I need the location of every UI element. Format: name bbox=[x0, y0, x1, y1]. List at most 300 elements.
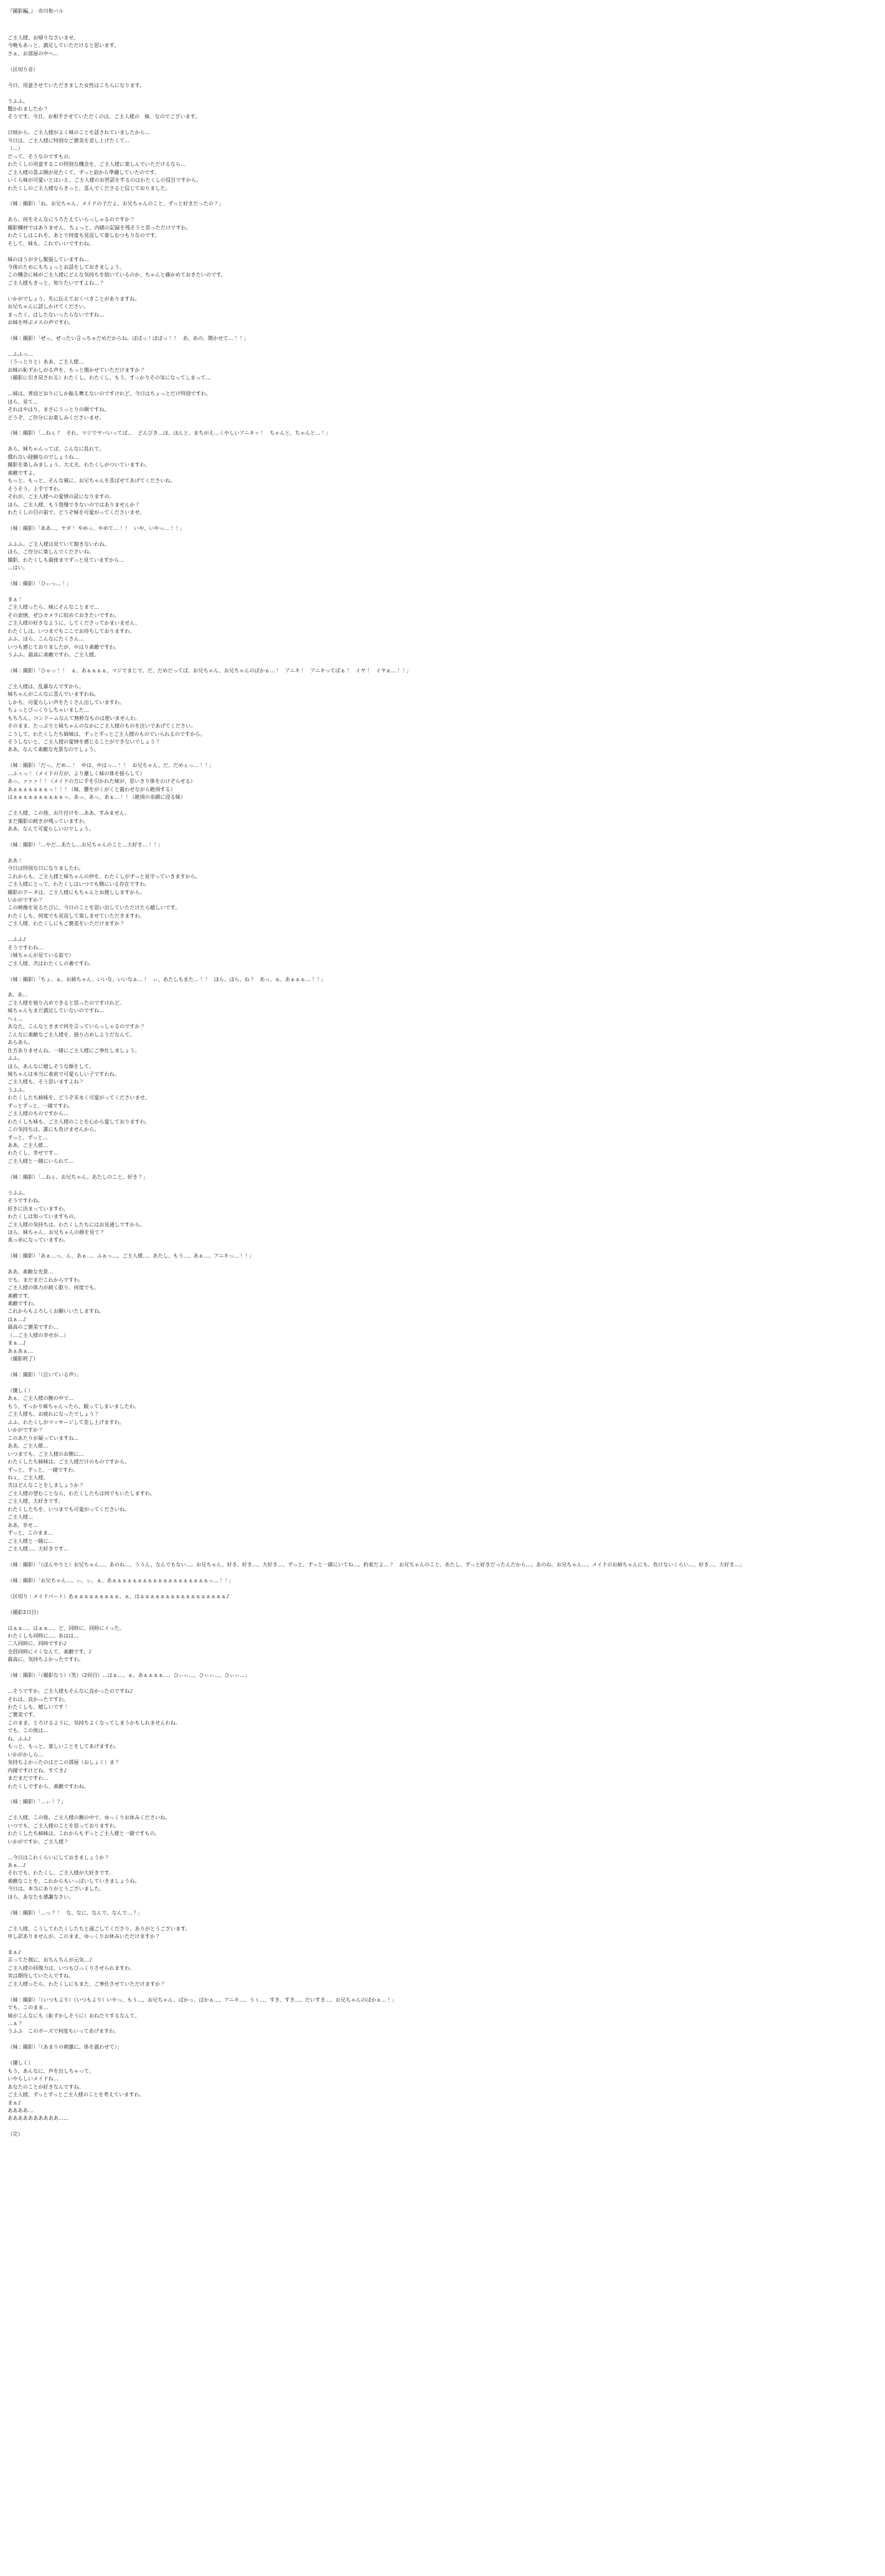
paragraph-gap bbox=[8, 383, 821, 390]
text-line: ご主人様の体力が続く限り、何度でも。 bbox=[8, 1285, 99, 1291]
text-line: わたくしも、何度でも見返して楽しませていただきますわ。 bbox=[8, 912, 145, 919]
text-line: いやらしいメイドね… bbox=[8, 2076, 58, 2082]
text-line: ほら、妹ちゃん、お兄ちゃんの顔を見て？ bbox=[8, 1229, 105, 1235]
text-line: うふふ。 bbox=[8, 98, 29, 104]
paragraph bbox=[8, 976, 821, 984]
text-line: わたくしも、嬉しいです！ bbox=[8, 1704, 69, 1710]
text-line: （妹ちゃんが見ている前で） bbox=[8, 952, 74, 959]
paragraph-gap bbox=[8, 1617, 821, 1624]
paragraph bbox=[8, 1996, 821, 2036]
text-line: （妹：撮影）「（いつもより）（いつもより）いやっ、もう…、お兄ちゃん、ばかっ、ばかぁ…、アニキ…、うぅ…、すき、すき…、だいすき…、お兄ちゃんのばかぁ…！」 bbox=[8, 1996, 397, 2003]
paragraph bbox=[8, 98, 821, 121]
text-line: それは、良かったですわ。 bbox=[8, 1696, 69, 1702]
paragraph bbox=[8, 2044, 821, 2051]
text-line: まぁ！ bbox=[8, 596, 23, 602]
text-line: わたくしたち姉妹を、どうぞ末永く可愛がってくださいませ。 bbox=[8, 1095, 150, 1101]
text-line: ふふ、わたくしがマッサージして差し上げますわ。 bbox=[8, 1419, 125, 1425]
paragraph bbox=[8, 1625, 821, 1664]
text-line: この気持ちは、誰にも負けませんから。 bbox=[8, 1127, 99, 1133]
paragraph bbox=[8, 596, 821, 660]
text-line: このあたりが凝っていますね… bbox=[8, 1435, 79, 1441]
paragraph bbox=[8, 857, 821, 928]
text-line: （妹：撮影）「お兄ちゃん…、ぃ、ぃ、ぁ、あぁぁぁぁぁぁぁぁぁぁぁぁぁぁぁぁぁぁぁっ…！！」 bbox=[8, 1577, 234, 1583]
text-line: ほら、あなたも感謝なさい。 bbox=[8, 1894, 74, 1900]
text-line: うふふ。最高に素敵ですわ。ご主人様。 bbox=[8, 652, 99, 658]
text-line: ご主人様を独り占めできると思ったのですけれど。 bbox=[8, 1000, 125, 1006]
text-line: 妹がこんなにも（恥ずかしそうに）おねだりするなんて。 bbox=[8, 2012, 140, 2019]
text-line: 仕方ありませんね。一緒にご主人様にご奉仕しましょう。 bbox=[8, 1047, 140, 1054]
text-line: （妹：撮影）「…ねぇ、お兄ちゃん。あたしのこと、好き？」 bbox=[8, 1174, 148, 1180]
text-line: いくら妹が可愛いとはいえ、ご主人様のお世話をするのはわたくしの役目ですから。 bbox=[8, 177, 202, 184]
text-line: わたくし、幸せです… bbox=[8, 1150, 58, 1156]
text-line: あぁ…♪ bbox=[8, 1862, 27, 1869]
paragraph-gap bbox=[8, 1364, 821, 1371]
text-line: ずっと、このまま… bbox=[8, 1530, 53, 1536]
text-line: （妹：撮影）「（泣いている声）」 bbox=[8, 1372, 81, 1378]
text-line: ご主人様、こうしてわたくしたちと過ごしてくださり、ありがとうございます。 bbox=[8, 1925, 191, 1932]
text-line: 言ってた割に、おちんちんが元気…♪ bbox=[8, 1957, 93, 1963]
text-line: ご主人様の気持ちは、わたくしたちにはお見通しですから。 bbox=[8, 1221, 145, 1228]
text-line: （うっとりと）ああ、ご主人様… bbox=[8, 359, 84, 365]
text-line: …そうですか。ご主人様もそんなに良かったのですね♪ bbox=[8, 1688, 134, 1695]
text-line: 好きに決まっていますわ。 bbox=[8, 1205, 69, 1212]
text-line: ご主人様もきっと、知りたいですよね…？ bbox=[8, 280, 104, 286]
text-line: もちろん、コンドームなんて無粋なものは使いませんわ。 bbox=[8, 715, 141, 721]
text-line: あぁ、ご主人様の腕の中で… bbox=[8, 1395, 74, 1402]
text-line: ご主人様、大好きです。 bbox=[8, 1498, 64, 1505]
paragraph bbox=[8, 445, 821, 517]
text-line: ああ、ご主人様… bbox=[8, 1443, 48, 1449]
text-line: 撮影のデータは、ご主人様にもちゃんとお渡ししますから。 bbox=[8, 889, 145, 895]
text-line: あ、あ… bbox=[8, 992, 28, 998]
text-line: ご主人様ったら、わたくしにもまた、ご奉仕させていただけますか？ bbox=[8, 1981, 165, 1987]
text-line: そうしないと、ご主人様の愛情を感じることができないでしょう？ bbox=[8, 739, 160, 745]
text-line: いつまでも、ご主人様のお側に… bbox=[8, 1451, 84, 1457]
text-line: （妹：撮影）「…ねぇ？ それ、マジでヤバいってば… どんびき…ほ、ほんと、まちがえ…くやしいアニキッ！ ちゃんと、ちゃんと…！」 bbox=[8, 430, 331, 437]
text-line: ご主人様ったら、妹にそんなことまで… bbox=[8, 604, 99, 611]
text-line: しかも、可愛らしい声をたくさん出していますわ。 bbox=[8, 699, 125, 705]
text-line: もう、あんなに、声を出しちゃって。 bbox=[8, 2068, 94, 2074]
text-line: ね、ふふ♪ bbox=[8, 1735, 32, 1742]
text-line: 妹ちゃんは本当に素直で可愛らしい子ですわね。 bbox=[8, 1071, 120, 1077]
paragraph-gap bbox=[8, 1988, 821, 1996]
paragraph bbox=[8, 1371, 821, 1379]
paragraph-gap bbox=[8, 422, 821, 430]
paragraph-gap bbox=[8, 1680, 821, 1688]
paragraph-gap bbox=[8, 343, 821, 351]
paragraph-gap bbox=[8, 74, 821, 81]
paragraph-gap bbox=[8, 1261, 821, 1268]
text-line: うふふ このポーズで何度もいってあげますわ。 bbox=[8, 2028, 120, 2035]
paragraph bbox=[8, 810, 821, 833]
paragraph-gap bbox=[8, 1941, 821, 1949]
paragraph bbox=[8, 991, 821, 1165]
text-line: お妹の恥ずかしがる声を、もっと聞かせていただけますか？ bbox=[8, 367, 145, 373]
paragraph bbox=[8, 1268, 821, 1363]
text-line: ご主人様、わたくしにもご褒美をいただけますか？ bbox=[8, 921, 125, 927]
paragraph-gap bbox=[8, 833, 821, 841]
paragraph-gap bbox=[8, 121, 821, 129]
paragraph bbox=[8, 34, 821, 58]
paragraph-gap bbox=[8, 1807, 821, 1814]
text-line: （完） bbox=[8, 2131, 23, 2138]
paragraph-gap bbox=[8, 660, 821, 667]
text-line: ふふ。 bbox=[8, 1055, 24, 1062]
text-line: あぁぁぁぁぁぁぁっ！！！（妹、腰をがくがくと震わせながら絶頂する） bbox=[8, 786, 175, 792]
text-line: （撮影終了） bbox=[8, 1356, 38, 1362]
text-line: わたくしのご主人様ならきっと、喜んでくださると信じておりました。 bbox=[8, 185, 170, 191]
paragraph-gap bbox=[8, 1791, 821, 1798]
text-line: はぁぁ…、はぁぁ…、ど、同時に、同時にイった。 bbox=[8, 1625, 125, 1631]
text-line: 申し訳ありませんが、このまま、ゆっくりお休みいただけますか？ bbox=[8, 1934, 160, 1940]
paragraph bbox=[8, 1798, 821, 1806]
paragraph bbox=[8, 1252, 821, 1260]
text-line: わたくしたちを、いつまでも可愛がってくださいね。 bbox=[8, 1506, 130, 1512]
text-line: ほら、ご存分に楽しんでくださいね。 bbox=[8, 549, 94, 555]
text-line: ご主人様… bbox=[8, 1514, 33, 1521]
text-line: ご主人様、お帰りなさいませ。 bbox=[8, 35, 79, 41]
text-line: ああ！ bbox=[8, 857, 23, 864]
text-line: まぁ…♪ bbox=[8, 1340, 27, 1346]
text-line: ちょっとびっくりしちゃいました… bbox=[8, 707, 89, 714]
document-body bbox=[8, 34, 821, 2139]
text-line: そのまま、たっぷりと妹ちゃんのなかにご主人様のものを注いであげてください。 bbox=[8, 723, 196, 729]
text-line: ああ、なんて可愛らしいのでしょう。 bbox=[8, 825, 94, 832]
text-line: もっと、もっと、そんな風に、お兄ちゃんを喜ばせてあげてくださいね。 bbox=[8, 478, 175, 484]
paragraph bbox=[8, 1925, 821, 1941]
text-line: さぁ、お部屋の中へ… bbox=[8, 50, 58, 57]
paragraph bbox=[8, 335, 821, 342]
paragraph bbox=[8, 351, 821, 383]
text-line: これからも、ご主人様と妹ちゃんの仲を、わたくしがずっと見守っていきますから。 bbox=[8, 873, 201, 879]
paragraph bbox=[8, 1190, 821, 1245]
text-line: わたくしの用意するこの特別な機会を、ご主人様に楽しんでいただけるなら… bbox=[8, 161, 186, 168]
text-line: 撮影を楽しみましょう。大丈夫、わたくしがついていますわ。 bbox=[8, 462, 150, 468]
text-line: それはやはり、まさにうっとりの顔ですね。 bbox=[8, 407, 109, 413]
text-line: （…ご主人様の幸せが…） bbox=[8, 1332, 69, 1338]
text-line: そして、妹も、これでいいですわね。 bbox=[8, 240, 94, 247]
paragraph bbox=[8, 1174, 821, 1181]
text-line: 実は期待していたんですね。 bbox=[8, 1973, 74, 1979]
text-line: わたくしも妹も、ご主人様のことを心から愛しておりますわ。 bbox=[8, 1118, 150, 1125]
text-line: ご主人様の喜ぶ顔が見たくて、ずっと前から準備していたのです。 bbox=[8, 169, 160, 175]
text-line: もう、すっかり妹ちゃんったら、眠ってしまいましたわ。 bbox=[8, 1403, 140, 1409]
paragraph bbox=[8, 2131, 821, 2138]
text-line: これからもよろしくお願いいたしますね。 bbox=[8, 1308, 104, 1315]
paragraph-gap bbox=[8, 90, 821, 97]
text-line: うふふ。 bbox=[8, 1087, 29, 1093]
text-line: （妹：撮影）「…ぃ！？」 bbox=[8, 1799, 66, 1805]
text-line: …はい。 bbox=[8, 565, 28, 571]
text-line: それでも、わたくし、ご主人様が大好きです。 bbox=[8, 1870, 114, 1876]
text-line: あぁあぁ… bbox=[8, 1348, 33, 1354]
text-line: 今晩もあっと、満足していただけると思います。 bbox=[8, 43, 120, 49]
text-line: 全員同時にイくなんて、素敵です。♪ bbox=[8, 1648, 92, 1655]
paragraph-gap bbox=[8, 2036, 821, 2044]
text-line: ああ、なんて素敵な光景なのでしょう。 bbox=[8, 747, 99, 753]
text-line: ご主人様、次はわたくしの番ですわ。 bbox=[8, 960, 94, 966]
paragraph-gap bbox=[8, 968, 821, 975]
paragraph-gap bbox=[8, 849, 821, 857]
text-line: 内緒ですけどね、すてき♪ bbox=[8, 1767, 67, 1773]
text-line: 今日、用意させていただきました女性はこちらになります。 bbox=[8, 82, 145, 88]
text-line: （優しく） bbox=[8, 1387, 33, 1393]
paragraph bbox=[8, 129, 821, 193]
text-line: 真っ赤になっていますわ。 bbox=[8, 1237, 69, 1244]
text-line: わたくしも同時に…、あはは… bbox=[8, 1632, 79, 1639]
text-line: もっと、もっと、楽しいことをしてあげますわ。 bbox=[8, 1744, 120, 1750]
paragraph-gap bbox=[8, 802, 821, 810]
text-line: （妹：撮影）「（あまりの刺激に、体を震わせて）」 bbox=[8, 2044, 122, 2051]
text-line: だって、そうなのですもの。 bbox=[8, 153, 74, 159]
paragraph-gap bbox=[8, 438, 821, 445]
text-line: あなた、こんなときまで何を言っていらっしゃるのですか？ bbox=[8, 1024, 145, 1030]
text-line: こうして、わたくしたち姉妹は、ずっとずっとご主人様のものでいられるのですから。 bbox=[8, 731, 205, 737]
text-line: （妹：撮影）「…やだ…あたし…お兄ちゃんのこと…大好き…！！」 bbox=[8, 841, 163, 848]
text-line: ご主人様の回復力は、いつもびっくりさせられますわ。 bbox=[8, 1965, 135, 1971]
text-line: 驚かれましたか？ bbox=[8, 106, 48, 112]
text-line: 今後のためにもちょっとお話をしておきましょう。 bbox=[8, 264, 125, 271]
text-line: いつでも、ご主人様のことを思っておりますわ。 bbox=[8, 1822, 120, 1829]
paragraph-gap bbox=[8, 984, 821, 991]
paragraph bbox=[8, 525, 821, 532]
document-title: 『撮影編。』 市川和バル bbox=[8, 8, 64, 14]
text-line: 妹ちゃんもまだ満足していないのですね… bbox=[8, 1008, 104, 1014]
text-line: 妹のほうが少し緊張していますね… bbox=[8, 256, 89, 262]
text-line: 今日は特別な日になりましたわ。 bbox=[8, 865, 84, 872]
text-line: …今日はこれくらいにしておきましょうか？ bbox=[8, 1854, 109, 1861]
paragraph-gap bbox=[8, 327, 821, 335]
paragraph bbox=[8, 2059, 821, 2123]
text-line: こんなに素敵なご主人様を、独り占めしようだなんて。 bbox=[8, 1031, 135, 1038]
text-line: ご主人様のものですから… bbox=[8, 1111, 69, 1117]
paragraph bbox=[8, 216, 821, 248]
text-line: ご主人様と一緒にいられて… bbox=[8, 1158, 74, 1164]
paragraph-gap bbox=[8, 248, 821, 255]
text-line: ご主人様…、大好きです… bbox=[8, 1546, 69, 1552]
text-line: ご主人様、ずっとずっとご主人様のことを考えていますわ。 bbox=[8, 2092, 144, 2098]
text-line: まったく、はしたないったらないですね… bbox=[8, 311, 104, 318]
paragraph-gap bbox=[8, 1846, 821, 1854]
paragraph-gap bbox=[8, 1601, 821, 1608]
text-line: （区切り：メイドパート）あぁぁぁぁぁぁぁぁぁ、ぁ、はぁぁぁぁぁぁぁぁぁぁぁぁぁぁぁぁぁ♪ bbox=[8, 1593, 230, 1599]
text-line: 素敵なことを、これからもいっぱいしていきましょうね。 bbox=[8, 1878, 140, 1884]
text-line: 最高のご褒美ですわ… bbox=[8, 1324, 58, 1331]
paragraph bbox=[8, 295, 821, 327]
text-line: このまま、とろけるように、気持ちよくなってしまうかもしれませんわね。 bbox=[8, 1719, 181, 1726]
text-line: （妹：撮影）「ぜっ、ぜったい言っちゃだめだからね。ぱぱっ！ぱぱっ！！ あ、あの、聞かせて…！！」 bbox=[8, 336, 249, 342]
text-line: あら、妹ちゃんってば、こんなに乱れて。 bbox=[8, 446, 104, 452]
text-line: ご褒美です。 bbox=[8, 1712, 38, 1718]
paragraph bbox=[8, 1593, 821, 1601]
paragraph bbox=[8, 1561, 821, 1569]
paragraph-gap bbox=[8, 1917, 821, 1925]
paragraph bbox=[8, 1609, 821, 1617]
text-line: …ふぅっ！（メイドの方が、より激しく妹の体を揺らして） bbox=[8, 770, 145, 776]
text-line: そうそう。上手ですわ。 bbox=[8, 485, 64, 492]
paragraph-gap bbox=[8, 675, 821, 682]
text-line: この映像を見るたびに、今日のことを思い出していただけたら嬉しいです。 bbox=[8, 905, 181, 911]
paragraph bbox=[8, 683, 821, 754]
text-line: ほら、あんなに嬉しそうな顔をして。 bbox=[8, 1063, 94, 1069]
paragraph bbox=[8, 1949, 821, 1988]
text-line: ご主人様にとって、わたくしはいつでも側にいる存在ですわ。 bbox=[8, 881, 150, 888]
text-line: ご主人様の好きなように、してくださってかまいません。 bbox=[8, 620, 141, 627]
paragraph-gap bbox=[8, 2123, 821, 2131]
paragraph bbox=[8, 1814, 821, 1846]
paragraph bbox=[8, 541, 821, 573]
text-line: ほら、ご主人様、もう我慢できないのではありませんか？ bbox=[8, 501, 140, 508]
text-line: どうぞ、ご存分にお楽しみくださいませ。 bbox=[8, 414, 104, 421]
text-line: お妹を呼ぶメスの声ですわ。 bbox=[8, 320, 74, 326]
text-line: わたくしの目の前で、どうぞ妹を可愛がってくださいませ。 bbox=[8, 509, 145, 515]
paragraph-gap bbox=[8, 754, 821, 762]
paragraph-gap bbox=[8, 193, 821, 200]
paragraph-gap bbox=[8, 58, 821, 65]
text-line: ああ、幸せ… bbox=[8, 1522, 38, 1528]
paragraph-gap bbox=[8, 208, 821, 216]
paragraph bbox=[8, 841, 821, 849]
text-line: 次はどんなことをしましょうか？ bbox=[8, 1482, 84, 1489]
text-line: 最高に、気持ちよかったですわ。 bbox=[8, 1657, 84, 1663]
text-line: はぁ…♪ bbox=[8, 1316, 27, 1322]
text-line: あらあら。 bbox=[8, 1040, 33, 1046]
text-line: あっ、ァァァ！！（メイドの方に手を引かれた妹が、思いきり体をのけぞらせる） bbox=[8, 778, 196, 785]
paragraph bbox=[8, 66, 821, 74]
text-line: （妹：撮影）「だっ、だめ…！ 中は、中はっ…！！ お兄ちゃん、だ、だめぇっ…！！」 bbox=[8, 763, 214, 769]
paragraph bbox=[8, 430, 821, 437]
text-line: あら、何をそんなにうろたえていらっしゃるのですか？ bbox=[8, 217, 135, 223]
text-line: わたくしはこれを、あとで何度も見返して楽しむつもりなのです。 bbox=[8, 233, 160, 239]
text-line: ご主人様と一緒に… bbox=[8, 1538, 53, 1544]
paragraph-gap bbox=[8, 2052, 821, 2059]
text-line: （…） bbox=[8, 146, 23, 152]
text-line: 素敵ですわ。 bbox=[8, 1301, 38, 1307]
text-line: ずっと、ずっと… bbox=[8, 1134, 48, 1141]
text-line: いかがでしょう。先に伝えておくべきことがありますね。 bbox=[8, 295, 140, 302]
text-line: ふふふ。ご主人様は見ていて飽きないわね。 bbox=[8, 541, 110, 547]
text-line: 日頃から、ご主人様がよく妹のことを話されていましたから… bbox=[8, 130, 150, 136]
text-line: わたくしは知っていますもの。 bbox=[8, 1214, 79, 1220]
text-line: ずっとずっと、一緒ですわ。 bbox=[8, 1102, 73, 1109]
paragraph-gap bbox=[8, 1165, 821, 1173]
paragraph-gap bbox=[8, 1585, 821, 1592]
paragraph-gap bbox=[8, 588, 821, 595]
text-line: わたくしたち姉妹は、これからもずっとご主人様と一緒ですもの。 bbox=[8, 1831, 160, 1837]
paragraph-gap bbox=[8, 1380, 821, 1387]
text-line: ご主人様も、そう思いますよね？ bbox=[8, 1079, 84, 1085]
text-line: （妹：撮影）「ひぃっ…！」 bbox=[8, 581, 71, 587]
text-line: でも、このまま… bbox=[8, 2005, 48, 2011]
paragraph bbox=[8, 1688, 821, 1791]
paragraph-gap bbox=[8, 517, 821, 524]
text-line: …妹は、普段どおりにしか振る舞えないのですけれど。今日はちょっとだけ特別ですわ。 bbox=[8, 391, 211, 397]
text-line: （優しく） bbox=[8, 2060, 33, 2066]
text-line: 素敵です。 bbox=[8, 1292, 33, 1299]
paragraph bbox=[8, 1854, 821, 1902]
paragraph-gap bbox=[8, 532, 821, 540]
paragraph bbox=[8, 1387, 821, 1554]
text-line: ああ、ご主人様… bbox=[8, 1142, 48, 1149]
paragraph bbox=[8, 200, 821, 208]
text-line: 撮影、わたくしも最後までずっと見ていますから… bbox=[8, 557, 125, 563]
text-line: ああ、素敵な光景… bbox=[8, 1269, 53, 1275]
text-line: （妹：撮影）「あぁ…っ、ん、あぁ…、ふぁっ…、ご主人様…、あたし、もう…、あぁ…、アニキっ…！！」 bbox=[8, 1253, 254, 1259]
paragraph bbox=[8, 580, 821, 588]
text-line: 今日は、本当にありがとうございました。 bbox=[8, 1886, 104, 1892]
text-line: （妹：撮影）「ちょ、ぁ、お姉ちゃん、いいな、いいなぁ…！ ぃ、あたしもまた…！！ ほら、ほら、ね？ あっ、ぁ、あぁぁぁ…！！」 bbox=[8, 976, 326, 982]
text-line: まぁ♪ bbox=[8, 2099, 22, 2106]
paragraph bbox=[8, 1909, 821, 1917]
text-line: （妹：撮影）「ね、お兄ちゃん。メイドの子だよ。お兄ちゃんのこと、ずっと好きだったの？」 bbox=[8, 201, 224, 207]
paragraph-gap bbox=[8, 1664, 821, 1672]
text-line: いつも感じておりましたが、やはり素敵ですわ。 bbox=[8, 644, 120, 650]
paragraph-gap bbox=[8, 1901, 821, 1909]
text-line: いかがですか？ bbox=[8, 1427, 43, 1434]
text-line: （撮影2日目） bbox=[8, 1609, 42, 1615]
text-line: （妹：撮影）「（撮影なう）（笑）（2回目）…はぁ…、ぁ、あぁぁぁぁ…、ひぃぃ…、ひぃぃ…、ひぃぃ…」 bbox=[8, 1672, 250, 1679]
paragraph bbox=[8, 1672, 821, 1679]
text-line: そうですわね。 bbox=[8, 1198, 43, 1204]
text-line: へぇ… bbox=[8, 1015, 23, 1022]
text-line: 二人同時に、同時ですわ♪ bbox=[8, 1641, 67, 1647]
text-line: ご主人様も、お疲れになったでしょう？ bbox=[8, 1411, 99, 1418]
text-line: ご主人様、この後、ご主人様の腕の中で、ゆっくりお休みくださいね。 bbox=[8, 1815, 170, 1821]
text-line: ああああああああああ…… bbox=[8, 2115, 69, 2122]
text-line: いかがかしら… bbox=[8, 1751, 43, 1758]
paragraph-gap bbox=[8, 1554, 821, 1561]
text-line: はぁぁぁぁぁぁぁぁぁぁっ、あっ、あっ、あぁ…！！（絶頂の余韻に浸る妹） bbox=[8, 794, 186, 801]
text-line: ねぇ、ご主人様。 bbox=[8, 1474, 48, 1481]
paragraph bbox=[8, 936, 821, 968]
text-line: そうです。今日、お相手させていただくのは、ご主人様の 妹、なのでございます。 bbox=[8, 114, 200, 120]
text-line: ふふ、ほら、こんなにたくさん… bbox=[8, 636, 85, 642]
text-line: 妹ちゃんがこんなに喜んでいますわね。 bbox=[8, 691, 99, 698]
text-line: （妹：撮影）「ああ…、ヤダ！ やめっ、やめて…！！ いや、いやっ…！！」 bbox=[8, 525, 185, 531]
text-line: …ふふっ… bbox=[8, 351, 33, 357]
text-line: …ぁ？ bbox=[8, 2021, 23, 2027]
paragraph bbox=[8, 82, 821, 90]
text-line: あなたのことが好きなんですね。 bbox=[8, 2084, 84, 2090]
text-line: でも、まだまだこれからですわ。 bbox=[8, 1277, 84, 1283]
paragraph-gap bbox=[8, 1569, 821, 1576]
paragraph bbox=[8, 667, 821, 675]
text-line: ご主人様の望むことなら、わたくしたちは何でもいたしますわ。 bbox=[8, 1490, 155, 1496]
text-line: ああああ… bbox=[8, 2107, 33, 2113]
text-line: その表情、ぜひカメラに収めておきたいですわ。 bbox=[8, 612, 120, 618]
text-line: わたくしは、いつまでもここでお待ちしておりますわ。 bbox=[8, 628, 135, 634]
text-line: 慣れない経験なのでしょうね… bbox=[8, 454, 79, 460]
text-line: うふふ。 bbox=[8, 1190, 29, 1196]
text-line: （撮影に引き戻される）わたくし、わたくし、もう、すっかりその気になってしまって… bbox=[8, 375, 211, 381]
text-line: わたくしたち姉妹は、ご主人様だけのものですから。 bbox=[8, 1459, 130, 1465]
paragraph-gap bbox=[8, 287, 821, 295]
text-line: （区切り音） bbox=[8, 66, 38, 72]
text-line: 今日は、ご主人様に特別なご褒美を差し上げたくて… bbox=[8, 137, 130, 144]
text-line: まだまだですわ… bbox=[8, 1775, 48, 1782]
text-line: （妹：撮影）「ひゃっ！！ ぁ、あぁぁぁぁ、マジでまじで、だ、だめだってば、お兄ちゃん、お兄ちゃんのばかぁ…！ アニキ！ アニキってばぁ！ イヤ！ イヤぁ…！！」 bbox=[8, 667, 411, 674]
text-line: ご主人様、この後、お片付けを…ああ、すみません。 bbox=[8, 810, 130, 817]
paragraph-gap bbox=[8, 1245, 821, 1252]
text-line: それが、ご主人様への愛情の証になりますの。 bbox=[8, 494, 114, 500]
text-line: ずっと、ずっと、一緒ですわ。 bbox=[8, 1467, 78, 1473]
paragraph-gap bbox=[8, 573, 821, 580]
text-line: いかがですか、ご主人様？ bbox=[8, 1838, 69, 1845]
text-line: いかがですか？ bbox=[8, 897, 43, 904]
text-line: ご主人様は、乱暴なんですから。 bbox=[8, 683, 84, 689]
text-line: （妹：撮影）「…っ？！ な、なに、なんで、なんで…？」 bbox=[8, 1909, 142, 1916]
text-line: 気持ちよかったのはどこの部屋（おしょく）ま？ bbox=[8, 1759, 120, 1766]
